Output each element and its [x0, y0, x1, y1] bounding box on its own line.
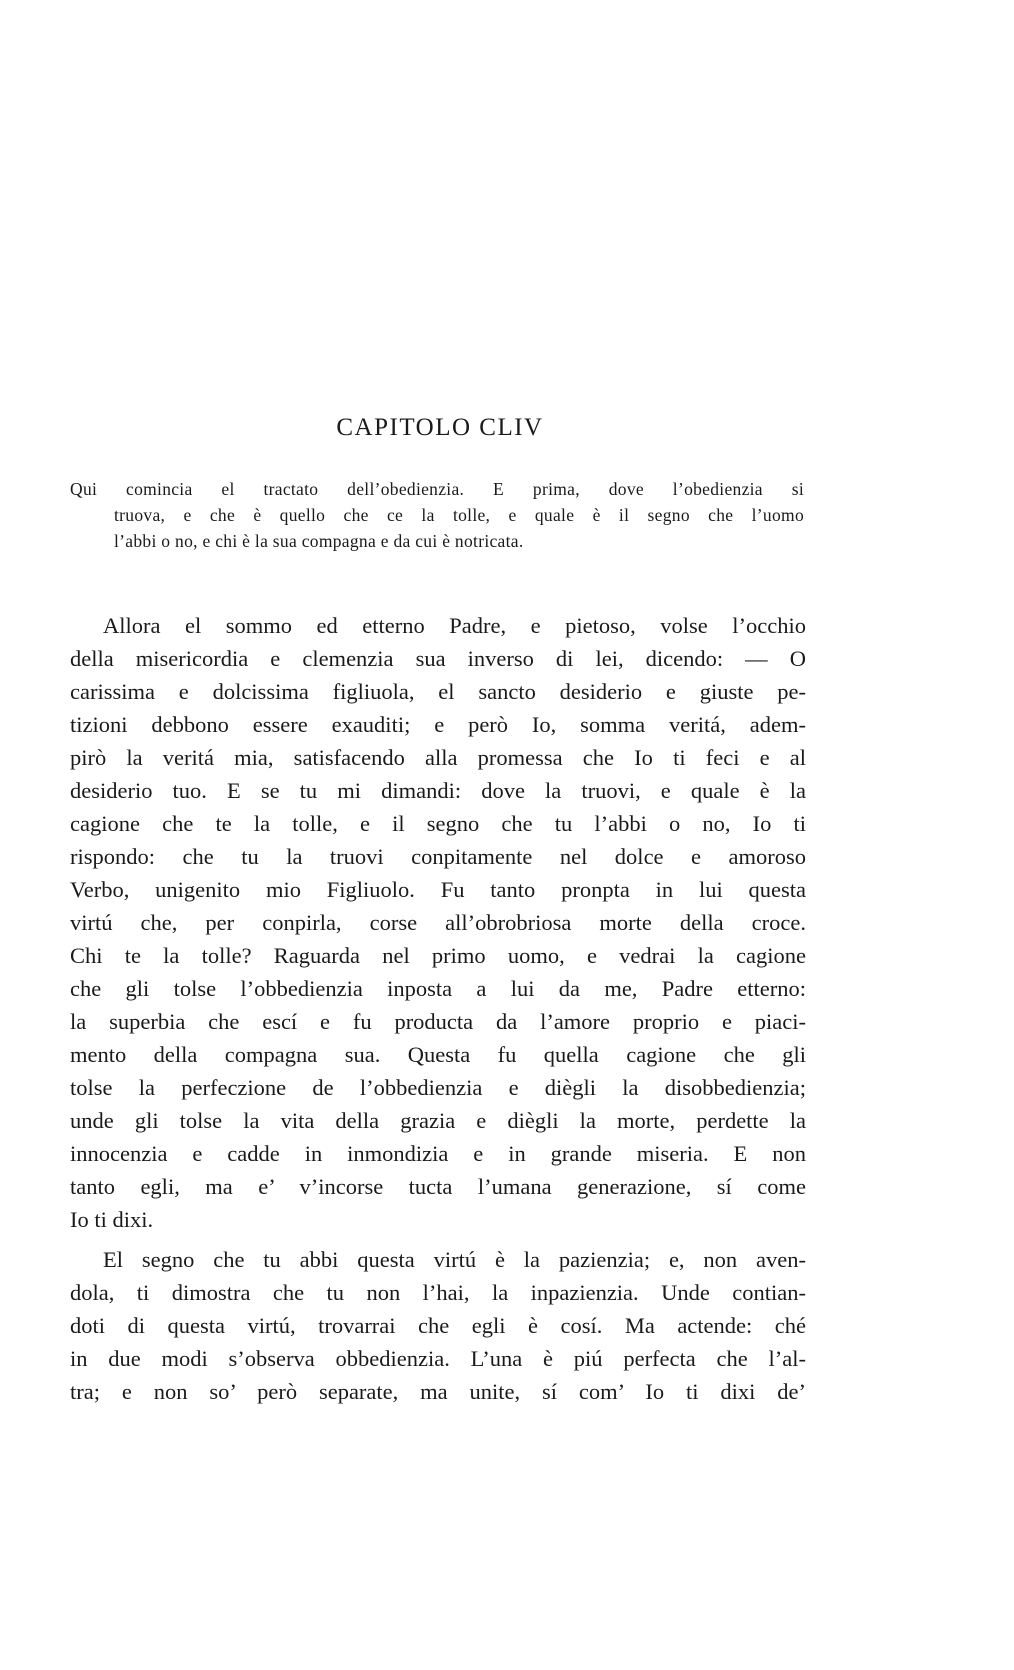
text-line: Chi te la tolle? Raguarda nel primo uomo, e vedrai la cagione	[70, 943, 806, 968]
text-line: in due modi s’observa obbedienzia. L’una è piú perfecta che l’al-	[70, 1346, 806, 1371]
paragraph-2	[70, 1243, 806, 1408]
text-line: pirò la veritá mia, satisfacendo alla promessa che Io ti feci e al	[70, 745, 806, 770]
text-line: tolse la perfeczione de l’obbedienzia e diègli la disobbedienzia;	[70, 1075, 806, 1100]
text-line: cagione che te la tolle, e il segno che tu l’abbi o no, Io ti	[70, 811, 806, 836]
chapter-title: CAPITOLO CLIV	[336, 414, 544, 441]
text-line: Verbo, unigenito mio Figliuolo. Fu tanto pronpta in lui questa	[70, 877, 806, 902]
text-line: El segno che tu abbi questa virtú è la pazienzia; e, non aven-	[103, 1247, 806, 1272]
text-line: della misericordia e clemenzia sua inverso di lei, dicendo: — O	[70, 646, 806, 671]
text-line: unde gli tolse la vita della grazia e diègli la morte, perdette la	[70, 1108, 806, 1133]
text-line: Allora el sommo ed etterno Padre, e pietoso, volse l’occhio	[103, 613, 806, 638]
text-line: virtú che, per conpirla, corse all’obrobriosa morte della croce.	[70, 910, 806, 935]
summary-line: l’abbi o no, e chi è la sua compagna e da cui è notricata.	[114, 531, 524, 551]
text-line: tizioni debbono essere exauditi; e però Io, somma veritá, adem-	[70, 712, 806, 737]
chapter-summary	[70, 476, 804, 554]
text-line: che gli tolse l’obbedienzia inposta a lui da me, Padre etterno:	[70, 976, 806, 1001]
summary-line: Qui comincia el tractato dell’obedienzia. E prima, dove l’obedienzia si	[70, 479, 804, 499]
paragraph-gap	[70, 1236, 806, 1243]
summary-line: truova, e che è quello che ce la tolle, e quale è il segno che l’uomo	[114, 505, 804, 525]
text-line: desiderio tuo. E se tu mi dimandi: dove la truovi, e quale è la	[70, 778, 806, 803]
text-line: tra; e non so’ però separate, ma unite, sí com’ Io ti dixi de’	[70, 1379, 806, 1404]
text-line: dola, ti dimostra che tu non l’hai, la inpazienzia. Unde contian-	[70, 1280, 806, 1305]
text-line: Io ti dixi.	[70, 1207, 154, 1232]
text-line: doti di questa virtú, trovarrai che egli è cosí. Ma actende: ché	[70, 1313, 806, 1338]
body-text	[70, 609, 806, 1408]
text-line: rispondo: che tu la truovi conpitamente nel dolce e amoroso	[70, 844, 806, 869]
paragraph-1	[70, 609, 806, 1236]
text-line: carissima e dolcissima figliuola, el sancto desiderio e giuste pe-	[70, 679, 806, 704]
text-line: mento della compagna sua. Questa fu quella cagione che gli	[70, 1042, 806, 1067]
text-line: innocenzia e cadde in inmondizia e in grande miseria. E non	[70, 1141, 806, 1166]
text-line: tanto egli, ma e’ v’incorse tucta l’umana generazione, sí come	[70, 1174, 806, 1199]
text-line: la superbia che escí e fu producta da l’amore proprio e piaci-	[70, 1009, 806, 1034]
